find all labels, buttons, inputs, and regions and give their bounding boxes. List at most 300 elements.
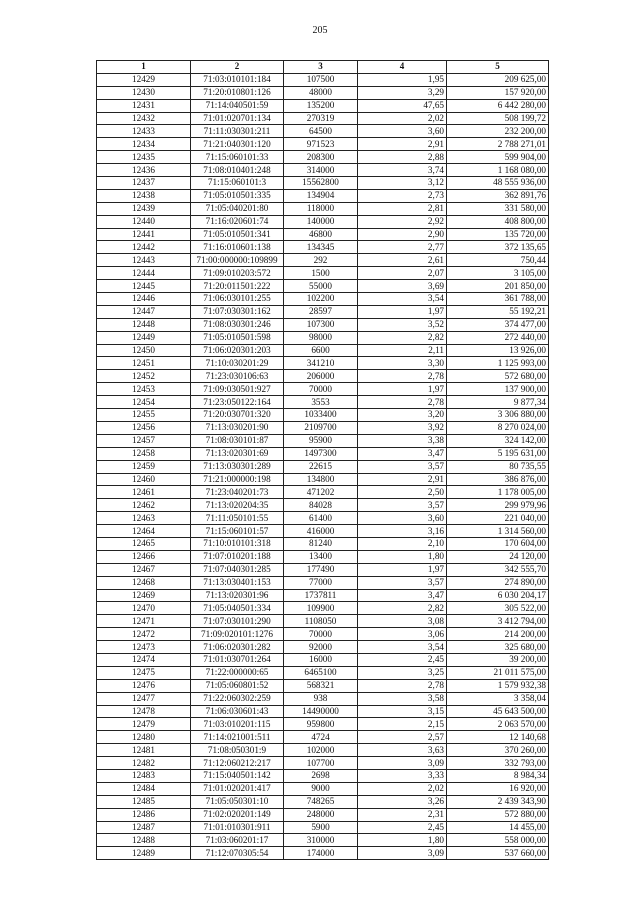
- table-cell: 12474: [97, 653, 191, 666]
- table-cell: 2,07: [358, 267, 447, 280]
- table-cell: 208300: [284, 151, 358, 164]
- table-cell: 750,44: [447, 254, 549, 267]
- table-cell: 12460: [97, 473, 191, 486]
- table-cell: 342 555,70: [447, 563, 549, 576]
- table-cell: 938: [284, 692, 358, 705]
- table-cell: 3,38: [358, 434, 447, 447]
- table-cell: 2,78: [358, 679, 447, 692]
- table-row: [97, 525, 549, 538]
- table-row: [97, 396, 549, 409]
- table-row: [97, 537, 549, 550]
- table-cell: 16 920,00: [447, 782, 549, 795]
- table-row: [97, 615, 549, 628]
- table-cell: 71:01:010301:911: [191, 821, 284, 834]
- table-cell: 64500: [284, 125, 358, 138]
- table-cell: 12449: [97, 331, 191, 344]
- table-cell: 12450: [97, 344, 191, 357]
- table-cell: 12439: [97, 202, 191, 215]
- table-cell: 274 890,00: [447, 576, 549, 589]
- table-cell: 71:08:050301:9: [191, 744, 284, 757]
- table-cell: 2,91: [358, 473, 447, 486]
- table-cell: 3,54: [358, 293, 447, 306]
- table-cell: 71:16:010601:138: [191, 241, 284, 254]
- table-cell: 1 168 080,00: [447, 164, 549, 177]
- table-cell: 39 200,00: [447, 653, 549, 666]
- table-row: [97, 679, 549, 692]
- table-row: [97, 705, 549, 718]
- table-cell: 107700: [284, 757, 358, 770]
- column-header: 5: [447, 61, 549, 74]
- table-cell: 71:05:010501:335: [191, 189, 284, 202]
- table-cell: 71:20:010801:126: [191, 86, 284, 99]
- table-cell: 15562800: [284, 177, 358, 190]
- table-cell: 3,74: [358, 164, 447, 177]
- table-cell: 748265: [284, 795, 358, 808]
- table-cell: 71:23:050122:164: [191, 396, 284, 409]
- table-row: [97, 305, 549, 318]
- table-cell: 3,26: [358, 795, 447, 808]
- table-row: [97, 589, 549, 602]
- table-cell: 71:10:030201:29: [191, 357, 284, 370]
- table-cell: 71:20:030701:320: [191, 409, 284, 422]
- table-row: [97, 86, 549, 99]
- table-cell: 12446: [97, 293, 191, 306]
- table-cell: 71:20:011501:222: [191, 280, 284, 293]
- table-cell: 2,82: [358, 331, 447, 344]
- table-row: [97, 421, 549, 434]
- table-cell: 71:08:030301:246: [191, 318, 284, 331]
- table-cell: 71:13:020204:35: [191, 499, 284, 512]
- table-cell: 71:15:060101:33: [191, 151, 284, 164]
- table-row: [97, 692, 549, 705]
- table-cell: 3,60: [358, 125, 447, 138]
- table-cell: 1,80: [358, 834, 447, 847]
- table-cell: 71:05:040201:80: [191, 202, 284, 215]
- table-row: [97, 99, 549, 112]
- table-row: [97, 357, 549, 370]
- table-row: [97, 447, 549, 460]
- table-cell: 46800: [284, 228, 358, 241]
- table-cell: 135 720,00: [447, 228, 549, 241]
- table-row: [97, 473, 549, 486]
- table-cell: 3,12: [358, 177, 447, 190]
- table-cell: 3,33: [358, 769, 447, 782]
- header-row: [97, 61, 549, 74]
- table-cell: 3,47: [358, 589, 447, 602]
- table-cell: 12 140,68: [447, 731, 549, 744]
- table-cell: 3,57: [358, 460, 447, 473]
- table-cell: 71:09:010203:572: [191, 267, 284, 280]
- table-row: [97, 718, 549, 731]
- table-cell: 1737811: [284, 589, 358, 602]
- table-cell: 71:09:020101:1276: [191, 628, 284, 641]
- table-cell: 71:12:070305:54: [191, 847, 284, 860]
- table-cell: 3,09: [358, 757, 447, 770]
- table-cell: 135200: [284, 99, 358, 112]
- table-row: [97, 254, 549, 267]
- table-cell: 134904: [284, 189, 358, 202]
- table-row: [97, 215, 549, 228]
- table-row: [97, 370, 549, 383]
- table-cell: 568321: [284, 679, 358, 692]
- table-cell: 174000: [284, 847, 358, 860]
- table-cell: 416000: [284, 525, 358, 538]
- table-cell: 12429: [97, 73, 191, 86]
- table-cell: 12481: [97, 744, 191, 757]
- table-cell: 12477: [97, 692, 191, 705]
- table-cell: 12469: [97, 589, 191, 602]
- table-cell: 12488: [97, 834, 191, 847]
- table-cell: 3,25: [358, 666, 447, 679]
- table-row: [97, 782, 549, 795]
- table-cell: 2,57: [358, 731, 447, 744]
- table-cell: 12461: [97, 486, 191, 499]
- table-cell: 299 979,96: [447, 499, 549, 512]
- table-cell: 3,06: [358, 628, 447, 641]
- table-cell: 71:07:040301:285: [191, 563, 284, 576]
- table-cell: 3,16: [358, 525, 447, 538]
- table-cell: 12431: [97, 99, 191, 112]
- table-cell: 16000: [284, 653, 358, 666]
- table-cell: 3 306 880,00: [447, 409, 549, 422]
- table-cell: 45 643 500,00: [447, 705, 549, 718]
- table-cell: 5 195 631,00: [447, 447, 549, 460]
- table-cell: 47,65: [358, 99, 447, 112]
- table-cell: 8 984,34: [447, 769, 549, 782]
- table-cell: 14490000: [284, 705, 358, 718]
- table-cell: 140000: [284, 215, 358, 228]
- column-header: 4: [358, 61, 447, 74]
- table-cell: 2,45: [358, 821, 447, 834]
- table-row: [97, 744, 549, 757]
- table-cell: 71:05:040501:334: [191, 602, 284, 615]
- table-cell: 12438: [97, 189, 191, 202]
- table-row: [97, 138, 549, 151]
- table-cell: 71:12:060212:217: [191, 757, 284, 770]
- table-cell: 572 680,00: [447, 370, 549, 383]
- table-row: [97, 241, 549, 254]
- table-cell: 12484: [97, 782, 191, 795]
- table-cell: 107300: [284, 318, 358, 331]
- table-cell: 314000: [284, 164, 358, 177]
- table-cell: 971523: [284, 138, 358, 151]
- table-cell: 170 604,00: [447, 537, 549, 550]
- table-cell: 221 040,00: [447, 512, 549, 525]
- column-header: 3: [284, 61, 358, 74]
- table-cell: 959800: [284, 718, 358, 731]
- table-cell: 134800: [284, 473, 358, 486]
- table-cell: 70000: [284, 628, 358, 641]
- table-cell: 71:05:010501:598: [191, 331, 284, 344]
- table-cell: 214 200,00: [447, 628, 549, 641]
- table-cell: 1,95: [358, 73, 447, 86]
- table-cell: 12464: [97, 525, 191, 538]
- table-cell: 71:03:010101:184: [191, 73, 284, 86]
- table-cell: 80 735,55: [447, 460, 549, 473]
- table-row: [97, 434, 549, 447]
- table-cell: 12455: [97, 409, 191, 422]
- table-row: [97, 383, 549, 396]
- table-cell: 71:06:020301:203: [191, 344, 284, 357]
- table-cell: 2698: [284, 769, 358, 782]
- table-cell: 2,91: [358, 138, 447, 151]
- table-cell: 177490: [284, 563, 358, 576]
- table-row: [97, 344, 549, 357]
- table-cell: 2109700: [284, 421, 358, 434]
- table-cell: 24 120,00: [447, 550, 549, 563]
- table-cell: 1497300: [284, 447, 358, 460]
- table-cell: 12430: [97, 86, 191, 99]
- table-cell: 3,20: [358, 409, 447, 422]
- table-cell: 71:13:020301:96: [191, 589, 284, 602]
- table-cell: 292: [284, 254, 358, 267]
- table-cell: 3553: [284, 396, 358, 409]
- table-row: [97, 499, 549, 512]
- table-row: [97, 228, 549, 241]
- table-cell: 1 314 560,00: [447, 525, 549, 538]
- table-cell: 12485: [97, 795, 191, 808]
- table-row: [97, 628, 549, 641]
- table-cell: 537 660,00: [447, 847, 549, 860]
- table-cell: 2,11: [358, 344, 447, 357]
- table-cell: 3,57: [358, 499, 447, 512]
- table-cell: 92000: [284, 641, 358, 654]
- table-cell: 12478: [97, 705, 191, 718]
- table-cell: 558 000,00: [447, 834, 549, 847]
- table-cell: 12447: [97, 305, 191, 318]
- table-cell: 48 555 936,00: [447, 177, 549, 190]
- table-cell: 325 680,00: [447, 641, 549, 654]
- table-cell: 3,69: [358, 280, 447, 293]
- table-cell: 12453: [97, 383, 191, 396]
- table-cell: 2,90: [358, 228, 447, 241]
- table-cell: 95900: [284, 434, 358, 447]
- table-cell: 71:03:010201:115: [191, 718, 284, 731]
- table-cell: 3,63: [358, 744, 447, 757]
- table-cell: 1,97: [358, 563, 447, 576]
- table-cell: 3,30: [358, 357, 447, 370]
- table-cell: 248000: [284, 808, 358, 821]
- table-cell: 71:00:000000:109899: [191, 254, 284, 267]
- table-cell: 341210: [284, 357, 358, 370]
- table-row: [97, 834, 549, 847]
- table-cell: 3,54: [358, 641, 447, 654]
- table-cell: 270319: [284, 112, 358, 125]
- table-cell: 12440: [97, 215, 191, 228]
- table-cell: 1500: [284, 267, 358, 280]
- table-cell: 2 063 570,00: [447, 718, 549, 731]
- table-cell: 12482: [97, 757, 191, 770]
- table-cell: 71:05:010501:341: [191, 228, 284, 241]
- table-cell: 71:23:030106:63: [191, 370, 284, 383]
- table-cell: 71:16:020601:74: [191, 215, 284, 228]
- table-cell: 12452: [97, 370, 191, 383]
- table-cell: 71:10:010101:318: [191, 537, 284, 550]
- table-cell: 3,60: [358, 512, 447, 525]
- table-cell: 12434: [97, 138, 191, 151]
- table-cell: 2,82: [358, 602, 447, 615]
- table-cell: 2,88: [358, 151, 447, 164]
- table-cell: 2,77: [358, 241, 447, 254]
- table-cell: 71:02:020201:149: [191, 808, 284, 821]
- table-cell: 21 011 575,00: [447, 666, 549, 679]
- table-cell: 102000: [284, 744, 358, 757]
- table-cell: 2,73: [358, 189, 447, 202]
- table-cell: 137 900,00: [447, 383, 549, 396]
- table-cell: 71:06:020301:282: [191, 641, 284, 654]
- table-cell: 324 142,00: [447, 434, 549, 447]
- table-cell: 3,57: [358, 576, 447, 589]
- table-cell: 71:07:030101:290: [191, 615, 284, 628]
- table-cell: 305 522,00: [447, 602, 549, 615]
- table-cell: 22615: [284, 460, 358, 473]
- table-cell: 71:01:030701:264: [191, 653, 284, 666]
- table-cell: 71:06:030101:255: [191, 293, 284, 306]
- table-row: [97, 821, 549, 834]
- table-row: [97, 409, 549, 422]
- table-cell: 12476: [97, 679, 191, 692]
- table-cell: 71:13:020301:69: [191, 447, 284, 460]
- table-cell: 1 579 932,38: [447, 679, 549, 692]
- table-row: [97, 125, 549, 138]
- table-cell: 134345: [284, 241, 358, 254]
- table-row: [97, 164, 549, 177]
- table-cell: 71:01:020701:134: [191, 112, 284, 125]
- table-row: [97, 189, 549, 202]
- table-cell: 77000: [284, 576, 358, 589]
- table-cell: 81240: [284, 537, 358, 550]
- table-cell: 71:23:040201:73: [191, 486, 284, 499]
- table-cell: 71:21:000000:198: [191, 473, 284, 486]
- table-cell: 12454: [97, 396, 191, 409]
- table-cell: 71:11:050101:55: [191, 512, 284, 525]
- table-cell: 361 788,00: [447, 293, 549, 306]
- table-cell: 71:15:060101:57: [191, 525, 284, 538]
- table-cell: 61400: [284, 512, 358, 525]
- table-row: [97, 576, 549, 589]
- table-cell: 71:01:020201:417: [191, 782, 284, 795]
- table-cell: 2,02: [358, 782, 447, 795]
- table-cell: 109900: [284, 602, 358, 615]
- table-cell: 374 477,00: [447, 318, 549, 331]
- table-cell: 71:07:030301:162: [191, 305, 284, 318]
- table-row: [97, 202, 549, 215]
- table-cell: 3,08: [358, 615, 447, 628]
- table-cell: 2,31: [358, 808, 447, 821]
- table-cell: 1,97: [358, 305, 447, 318]
- table-cell: 71:08:010401:248: [191, 164, 284, 177]
- table-cell: 71:05:060801:52: [191, 679, 284, 692]
- table-cell: 71:07:010201:188: [191, 550, 284, 563]
- table-cell: 12437: [97, 177, 191, 190]
- table-body: [97, 73, 549, 859]
- table-cell: 71:13:030401:153: [191, 576, 284, 589]
- data-table: [96, 60, 549, 860]
- table-cell: 12433: [97, 125, 191, 138]
- table-row: [97, 757, 549, 770]
- table-cell: 157 920,00: [447, 86, 549, 99]
- table-cell: 71:14:040501:59: [191, 99, 284, 112]
- table-cell: 55 192,21: [447, 305, 549, 318]
- table-cell: 5900: [284, 821, 358, 834]
- table-cell: 3,29: [358, 86, 447, 99]
- table-cell: 12465: [97, 537, 191, 550]
- table-cell: 12466: [97, 550, 191, 563]
- table-cell: 372 135,65: [447, 241, 549, 254]
- column-header: 2: [191, 61, 284, 74]
- table-cell: 2,50: [358, 486, 447, 499]
- table-cell: 12475: [97, 666, 191, 679]
- table-cell: 12486: [97, 808, 191, 821]
- table-cell: 8 270 024,00: [447, 421, 549, 434]
- table-cell: 71:03:060201:17: [191, 834, 284, 847]
- table-cell: 201 850,00: [447, 280, 549, 293]
- table-cell: 408 800,00: [447, 215, 549, 228]
- table-row: [97, 550, 549, 563]
- table-cell: 12436: [97, 164, 191, 177]
- table-cell: 508 199,72: [447, 112, 549, 125]
- table-cell: 12458: [97, 447, 191, 460]
- table-row: [97, 151, 549, 164]
- table-cell: 48000: [284, 86, 358, 99]
- table-cell: 4724: [284, 731, 358, 744]
- table-cell: 71:13:030201:90: [191, 421, 284, 434]
- table-cell: 9 877,34: [447, 396, 549, 409]
- table-cell: 12462: [97, 499, 191, 512]
- table-cell: 12463: [97, 512, 191, 525]
- table-cell: 1,97: [358, 383, 447, 396]
- table-cell: 3,47: [358, 447, 447, 460]
- table-cell: 12456: [97, 421, 191, 434]
- table-cell: 572 880,00: [447, 808, 549, 821]
- table-cell: 12459: [97, 460, 191, 473]
- table-cell: 2,10: [358, 537, 447, 550]
- table-cell: 2,78: [358, 396, 447, 409]
- table-cell: 98000: [284, 331, 358, 344]
- table-cell: 272 440,00: [447, 331, 549, 344]
- table-cell: 12480: [97, 731, 191, 744]
- table-cell: 71:22:000000:65: [191, 666, 284, 679]
- table-row: [97, 641, 549, 654]
- table-row: [97, 177, 549, 190]
- table-cell: 2 788 271,01: [447, 138, 549, 151]
- table-cell: 12489: [97, 847, 191, 860]
- table-cell: 3,52: [358, 318, 447, 331]
- table-cell: 209 625,00: [447, 73, 549, 86]
- table-row: [97, 460, 549, 473]
- table-cell: 12451: [97, 357, 191, 370]
- table-cell: 12473: [97, 641, 191, 654]
- table-row: [97, 267, 549, 280]
- table-cell: 12441: [97, 228, 191, 241]
- table-cell: 12442: [97, 241, 191, 254]
- table-cell: 12444: [97, 267, 191, 280]
- table-cell: 12467: [97, 563, 191, 576]
- table-row: [97, 318, 549, 331]
- table-row: [97, 666, 549, 679]
- table-cell: 370 260,00: [447, 744, 549, 757]
- table-cell: 3,09: [358, 847, 447, 860]
- table-cell: 71:08:030101:87: [191, 434, 284, 447]
- table-row: [97, 731, 549, 744]
- table-row: [97, 563, 549, 576]
- table-cell: 6 030 204,17: [447, 589, 549, 602]
- table-row: [97, 486, 549, 499]
- table-cell: 2,45: [358, 653, 447, 666]
- table-cell: 71:15:060101:3: [191, 177, 284, 190]
- table-row: [97, 847, 549, 860]
- table-cell: 3 105,00: [447, 267, 549, 280]
